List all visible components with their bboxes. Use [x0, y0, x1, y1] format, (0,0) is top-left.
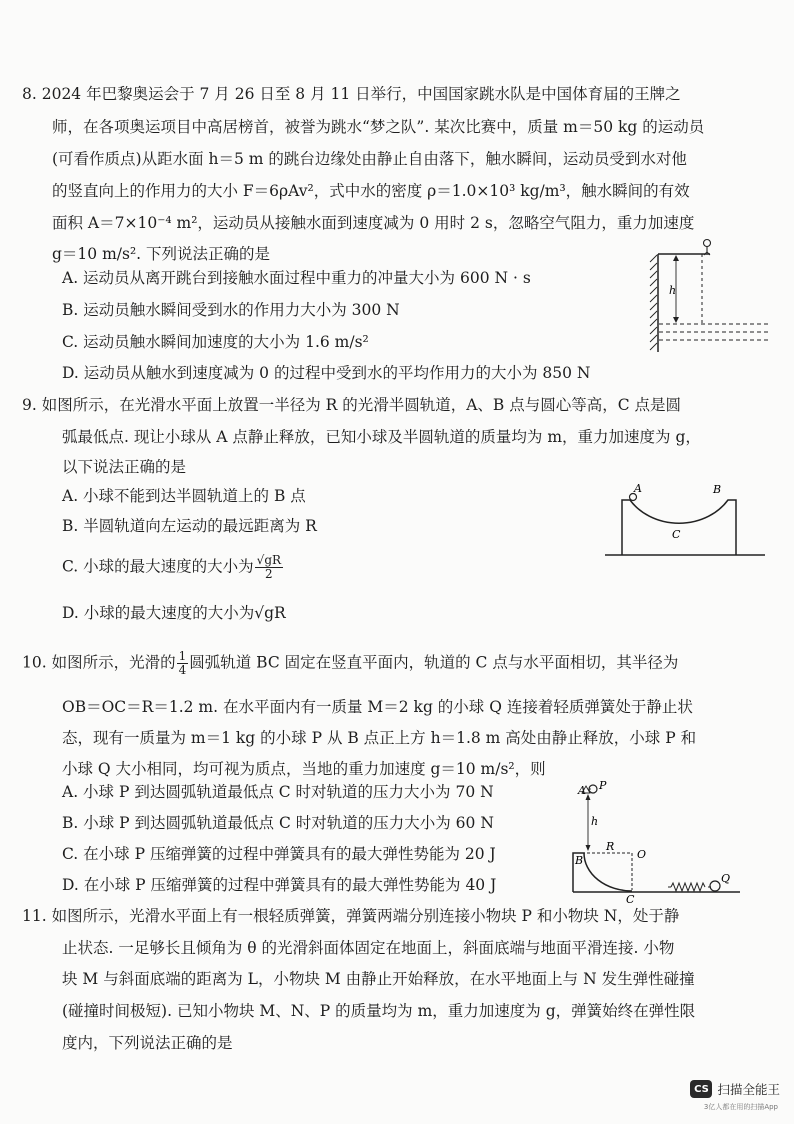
q9-halfpipe-figure — [600, 480, 775, 570]
q10-option-b: B. 小球 P 到达圆弧轨道最低点 C 时对轨道的压力大小为 60 N — [62, 814, 494, 832]
q10-option-c: C. 在小球 P 压缩弹簧的过程中弹簧具有的最大弹性势能为 20 J — [62, 845, 496, 863]
q9-stem-line: 以下说法正确的是 — [62, 458, 187, 476]
q11-stem-line: 11. 如图所示，光滑水平面上有一根轻质弹簧，弹簧两端分别连接小物块 P 和小物块 N，处于静 — [22, 907, 680, 925]
q8-option-c: C. 运动员触水瞬间加速度的大小为 1.6 m/s² — [62, 333, 369, 351]
q9-stem-line: 弧最低点. 现让小球从 A 点静止释放，已知小球及半圆轨道的质量均为 m，重力加速度为 g， — [62, 428, 701, 446]
q10-arc-figure — [568, 778, 748, 904]
q9-label-b: B — [713, 483, 722, 496]
q11-stem-line: 块 M 与斜面底端的距离为 L，小物块 M 由静止开始释放，在水平地面上与 N 发生弹性碰撞 — [62, 970, 695, 988]
q10-label-b: B — [575, 854, 584, 867]
q10-label-h: h — [591, 815, 599, 828]
q10-option-d: D. 在小球 P 压缩弹簧的过程中弹簧具有的最大弹性势能为 40 J — [62, 876, 497, 894]
q8-stem-line: (可看作质点)从距水面 h＝5 m 的跳台边缘处由静止自由落下，触水瞬间，运动员受到水对他 — [52, 150, 687, 168]
q8-stem-line: 师，在各项奥运项目中高居榜首，被誉为跳水“梦之队”. 某次比赛中，质量 m＝50 kg 的运动员 — [52, 118, 705, 136]
q10-stem-line: OB＝OC＝R＝1.2 m. 在水平面内有一质量 M＝2 kg 的小球 Q 连接着轻质弹簧处于静止状 — [62, 698, 693, 716]
q10-label-r: R — [606, 840, 615, 853]
q11-stem-line: (碰撞时间极短). 已知小物块 M、N、P 的质量均为 m，重力加速度为 g，弹簧始终在弹性限 — [62, 1002, 696, 1020]
q9-label-a: A — [634, 482, 642, 495]
q9-option-d: D. 小球的最大速度的大小为√gR — [62, 604, 286, 622]
q8-option-d: D. 运动员从触水到速度减为 0 的过程中受到水的平均作用力的大小为 850 N — [62, 364, 591, 382]
watermark-brand: 扫描全能王 — [717, 1082, 780, 1097]
q10-stem-line: 小球 Q 大小相同，均可视为质点，当地的重力加速度 g＝10 m/s²，则 — [62, 760, 546, 778]
q10-label-q: Q — [721, 872, 731, 885]
q10-option-a: A. 小球 P 到达圆弧轨道最低点 C 时对轨道的压力大小为 70 N — [62, 783, 494, 801]
q10-label-o: O — [637, 848, 647, 861]
q8-option-a: A. 运动员从离开跳台到接触水面过程中重力的冲量大小为 600 N · s — [62, 269, 531, 287]
fraction: $\frac{1}{4}$ — [178, 649, 187, 677]
watermark-tagline: 3亿人都在用的扫描App — [703, 1103, 778, 1111]
q10-label-p: P — [599, 779, 607, 792]
q10-label-c: C — [626, 893, 635, 904]
scanner-watermark — [690, 1080, 780, 1098]
fraction: $\frac{√gR}{2}$ — [256, 553, 282, 581]
q8-stem-line: 的竖直向上的作用力的大小 F＝6ρAv²，式中水的密度 ρ＝1.0×10³ kg/m³，触水瞬间的有效 — [52, 182, 690, 200]
q10-stem-line: 10. 如图所示，光滑的 $\frac{1}{4}$ 圆弧轨道 BC 固定在竖直平面内，轨道的 C 点与水平面相切，其半径为 — [22, 649, 679, 677]
q8-diving-figure — [640, 234, 770, 354]
q8-stem-line: 8. 2024 年巴黎奥运会于 7 月 26 日至 8 月 11 日举行，中国国家跳水队是中国体育届的王牌之 — [22, 85, 681, 103]
q9-option-a: A. 小球不能到达半圆轨道上的 B 点 — [62, 487, 306, 505]
q9-label-c: C — [672, 528, 681, 541]
q11-stem-line: 止状态. 一足够长且倾角为 θ 的光滑斜面体固定在地面上，斜面底端与地面平滑连接. 小物 — [62, 939, 675, 957]
q8-option-b: B. 运动员触水瞬间受到水的作用力大小为 300 N — [62, 301, 400, 319]
q11-stem-line: 度内，下列说法正确的是 — [62, 1034, 233, 1052]
q9-option-b: B. 半圆轨道向左运动的最远距离为 R — [62, 517, 317, 535]
q8-stem-line: 面积 A＝7×10⁻⁴ m²，运动员从接触水面到速度减为 0 用时 2 s，忽略空气阻力，重力加速度 — [52, 214, 695, 232]
q9-option-c: C. 小球的最大速度的大小为 $\frac{√gR}{2}$ — [62, 553, 282, 581]
q8-stem-line: g＝10 m/s². 下列说法正确的是 — [52, 245, 271, 263]
q9-stem-line: 9. 如图所示，在光滑水平面上放置一半径为 R 的光滑半圆轨道，A、B 点与圆心等高，C 点是圆 — [22, 396, 682, 414]
camscanner-logo-icon: CS — [690, 1080, 712, 1098]
q8-label-h: h — [669, 284, 677, 297]
q10-stem-line: 态，现有一质量为 m＝1 kg 的小球 P 从 B 点正上方 h＝1.8 m 高处由静止释放，小球 P 和 — [62, 729, 697, 747]
q10-label-a: A — [578, 784, 586, 797]
